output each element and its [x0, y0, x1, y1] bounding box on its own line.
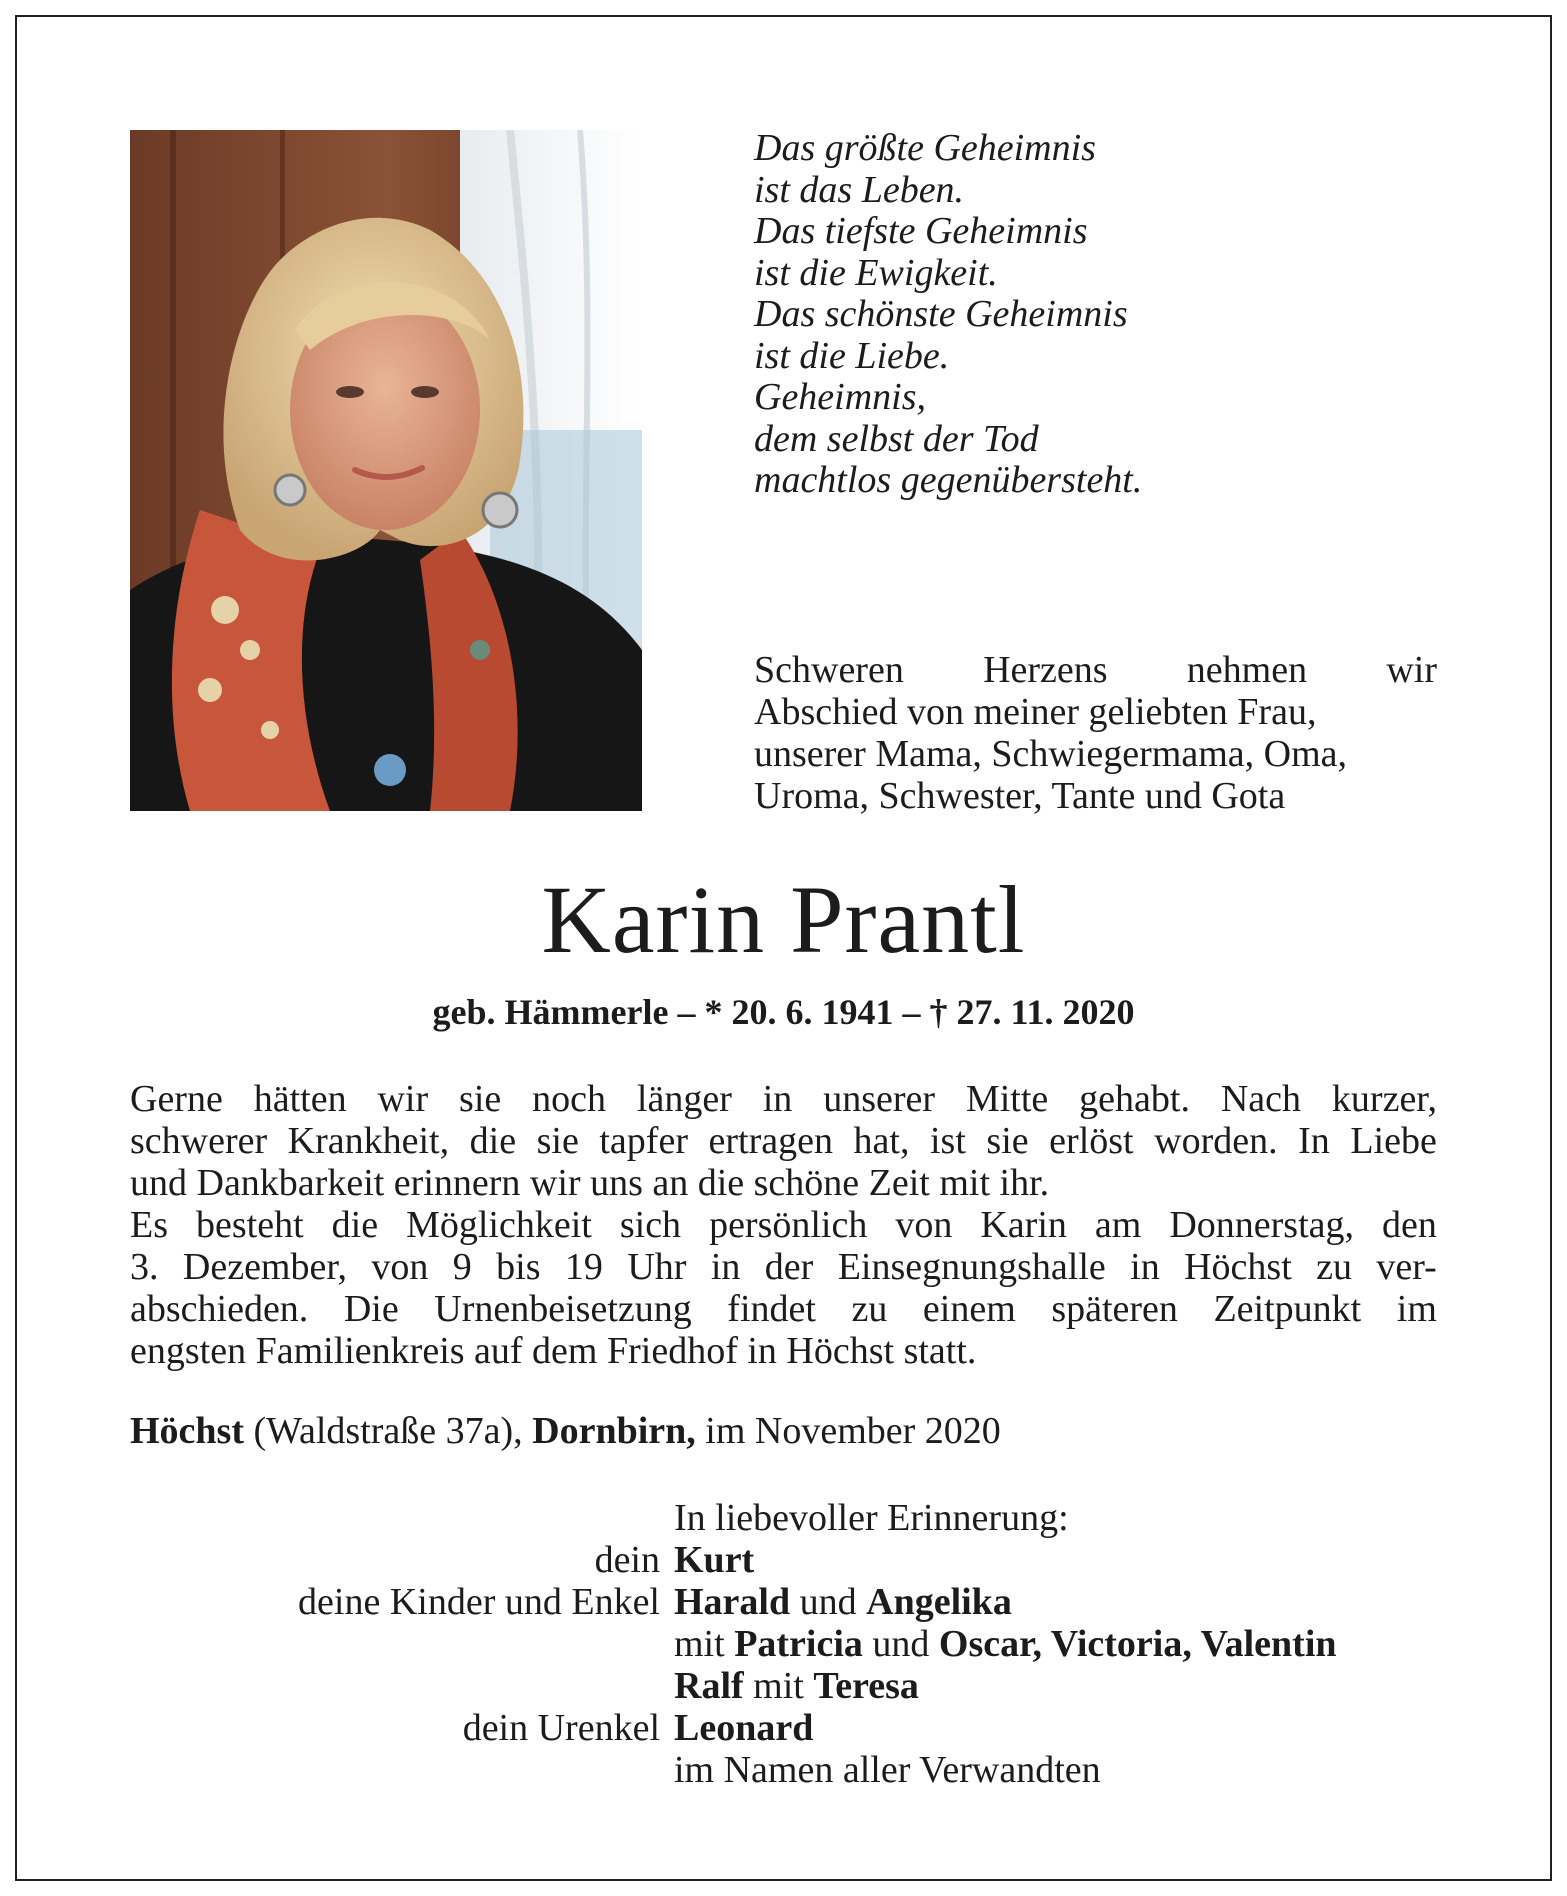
signature-names [674, 1707, 813, 1749]
body-word: sich [619, 1204, 682, 1246]
body-word: tapfer [599, 1120, 688, 1162]
intro-line: Abschied von meiner geliebten Frau, [754, 691, 1317, 733]
body-word: ertragen [708, 1120, 833, 1162]
body-word: Urnenbeisetzung [434, 1288, 692, 1330]
body-word: erlöst [1049, 1120, 1134, 1162]
intro-word: Schweren [754, 649, 904, 691]
body-line [130, 1078, 1437, 1120]
place-city: Dornbirn, [532, 1410, 696, 1452]
deceased-name: Karin Prantl [541, 866, 1026, 973]
body-line: und Dankbarkeit erinnern wir uns an die schöne Zeit mit ihr. [130, 1162, 1050, 1204]
poem-line: ist das Leben. [754, 168, 965, 211]
body-word: von [895, 1204, 953, 1246]
body-word: Möglichkeit [406, 1204, 592, 1246]
birth-death-dates: geb. Hämmerle – * 20. 6. 1941 – † 27. 11. 2020 [432, 992, 1135, 1032]
body-line [130, 1288, 1437, 1330]
body-word: Uhr [627, 1246, 687, 1288]
signature-block [130, 1497, 1437, 1791]
body-word: worden. [1154, 1120, 1278, 1162]
signature-relation: deine Kinder und Enkel [298, 1581, 660, 1623]
body-word: gehabt. [1079, 1078, 1190, 1120]
signatory-name: Patricia [734, 1623, 863, 1665]
signatory-name: Kurt [674, 1539, 755, 1581]
body-word: einem [922, 1288, 1016, 1330]
body-word: wir [377, 1078, 429, 1120]
signatory-name: Teresa [813, 1665, 919, 1707]
poem [754, 128, 1314, 502]
signature-row [130, 1581, 1437, 1623]
poem-line: dem selbst der Tod [754, 417, 1039, 460]
body-word: in [1130, 1246, 1160, 1288]
body-word: 9 [452, 1246, 472, 1288]
signature-relation [130, 1749, 660, 1791]
signature-connector: im Namen aller Verwandten [674, 1749, 1101, 1791]
signatory-name: Oscar, Victoria, Valentin [938, 1623, 1337, 1665]
body-word: von [371, 1246, 429, 1288]
body-word: In [1298, 1120, 1330, 1162]
signature-row [130, 1539, 1437, 1581]
intro-word: wir [1386, 649, 1437, 691]
body-word: schwerer [130, 1120, 268, 1162]
signature-relation [130, 1665, 660, 1707]
body-word: die [331, 1204, 379, 1246]
portrait-illustration [130, 130, 642, 811]
body-line [130, 1120, 1437, 1162]
signature-heading: In liebevoller Erinnerung: [674, 1497, 1069, 1539]
body-word: sie [536, 1120, 579, 1162]
body-word: Karin [980, 1204, 1067, 1246]
body-word: späteren [1051, 1288, 1178, 1330]
poem-line: ist die Liebe. [754, 334, 950, 377]
body-word: abschieden. [130, 1288, 309, 1330]
signature-connector: und [790, 1581, 867, 1623]
intro-line-justified [754, 649, 1437, 691]
body-word: in [762, 1078, 793, 1120]
body-word: zu [1316, 1246, 1353, 1288]
body-word: Dezember, [182, 1246, 347, 1288]
body-word: hat, [853, 1120, 910, 1162]
signature-heading-row [130, 1497, 1437, 1539]
body-word: Nach [1220, 1078, 1302, 1120]
body-word: Donnerstag, [1169, 1204, 1355, 1246]
poem-line: machtlos gegenübersteht. [754, 459, 1143, 501]
body-line: engsten Familienkreis auf dem Friedhof in Höchst statt. [130, 1330, 977, 1372]
signature-names [674, 1665, 919, 1707]
body-word: länger [636, 1078, 732, 1120]
body-word: ver- [1376, 1246, 1437, 1288]
body-word: in [710, 1246, 741, 1288]
signature-names [674, 1749, 1101, 1791]
body-word: sie [986, 1120, 1029, 1162]
signature-row [130, 1749, 1437, 1791]
body-word: den [1382, 1204, 1437, 1246]
signatory-name: Ralf [674, 1665, 744, 1707]
intro-line: unserer Mama, Schwiegermama, Oma, [754, 733, 1348, 775]
body-word: findet [727, 1288, 816, 1330]
signature-relation [130, 1623, 660, 1665]
intro-word: nehmen [1186, 649, 1308, 691]
signature-names [674, 1539, 754, 1581]
signature-connector: mit [743, 1665, 814, 1707]
body-word: zu [851, 1288, 888, 1330]
body-word: Krankheit, [287, 1120, 450, 1162]
body-word: Zeitpunkt [1213, 1288, 1362, 1330]
body-line [130, 1204, 1437, 1246]
signature-row [130, 1623, 1437, 1665]
signature-connector: und [862, 1623, 939, 1665]
signature-names [674, 1581, 1012, 1623]
place-city: Höchst [130, 1410, 244, 1452]
body-word: unserer [823, 1078, 936, 1120]
body-line [130, 1246, 1437, 1288]
body-word: persönlich [709, 1204, 868, 1246]
signature-relation: dein Urenkel [462, 1707, 660, 1749]
body-word: Gerne [130, 1078, 223, 1120]
body-word: die [469, 1120, 517, 1162]
signature-names [674, 1623, 1337, 1665]
signatory-name: Angelika [866, 1581, 1012, 1623]
body-word: Liebe [1350, 1120, 1437, 1162]
portrait-photo [130, 130, 642, 811]
signature-connector: mit [674, 1623, 735, 1665]
signature-relation: dein [594, 1539, 660, 1581]
body-word: Die [343, 1288, 399, 1330]
signature-row [130, 1707, 1437, 1749]
body-word: Es [130, 1204, 168, 1246]
body-word: noch [532, 1078, 607, 1120]
place-and-date [130, 1410, 1001, 1452]
signature-row [130, 1665, 1437, 1707]
poem-line: Das tiefste Geheimnis [754, 210, 1088, 252]
poem-line: Das schönste Geheimnis [754, 293, 1128, 335]
body-word: kurzer, [1331, 1078, 1437, 1120]
body-word: Mitte [965, 1078, 1049, 1120]
poem-line: Das größte Geheimnis [754, 127, 1096, 169]
body-word: Höchst [1184, 1246, 1292, 1288]
intro-word: Herzens [983, 649, 1108, 691]
body-word: besteht [196, 1204, 304, 1246]
body-word: hätten [253, 1078, 347, 1120]
place-address: (Waldstraße 37a), [253, 1410, 523, 1452]
body-word: 3. [130, 1246, 159, 1288]
intro-line: Uroma, Schwester, Tante und Gota [754, 775, 1286, 817]
place-date: im November 2020 [705, 1410, 1001, 1452]
signatory-name: Leonard [674, 1707, 814, 1749]
body-word: ist [929, 1120, 966, 1162]
body-word: am [1094, 1204, 1142, 1246]
farewell-intro [754, 649, 1437, 817]
body-word: 19 [564, 1246, 603, 1288]
body-word: bis [496, 1246, 541, 1288]
obituary-body [130, 1078, 1437, 1372]
body-word: der [764, 1246, 814, 1288]
signatory-name: Harald [674, 1581, 791, 1623]
body-word: im [1396, 1288, 1437, 1330]
poem-line: ist die Ewigkeit. [754, 251, 998, 294]
body-word: sie [459, 1078, 502, 1120]
body-word: Einsegnungshalle [837, 1246, 1106, 1288]
poem-line: Geheimnis, [754, 376, 927, 418]
